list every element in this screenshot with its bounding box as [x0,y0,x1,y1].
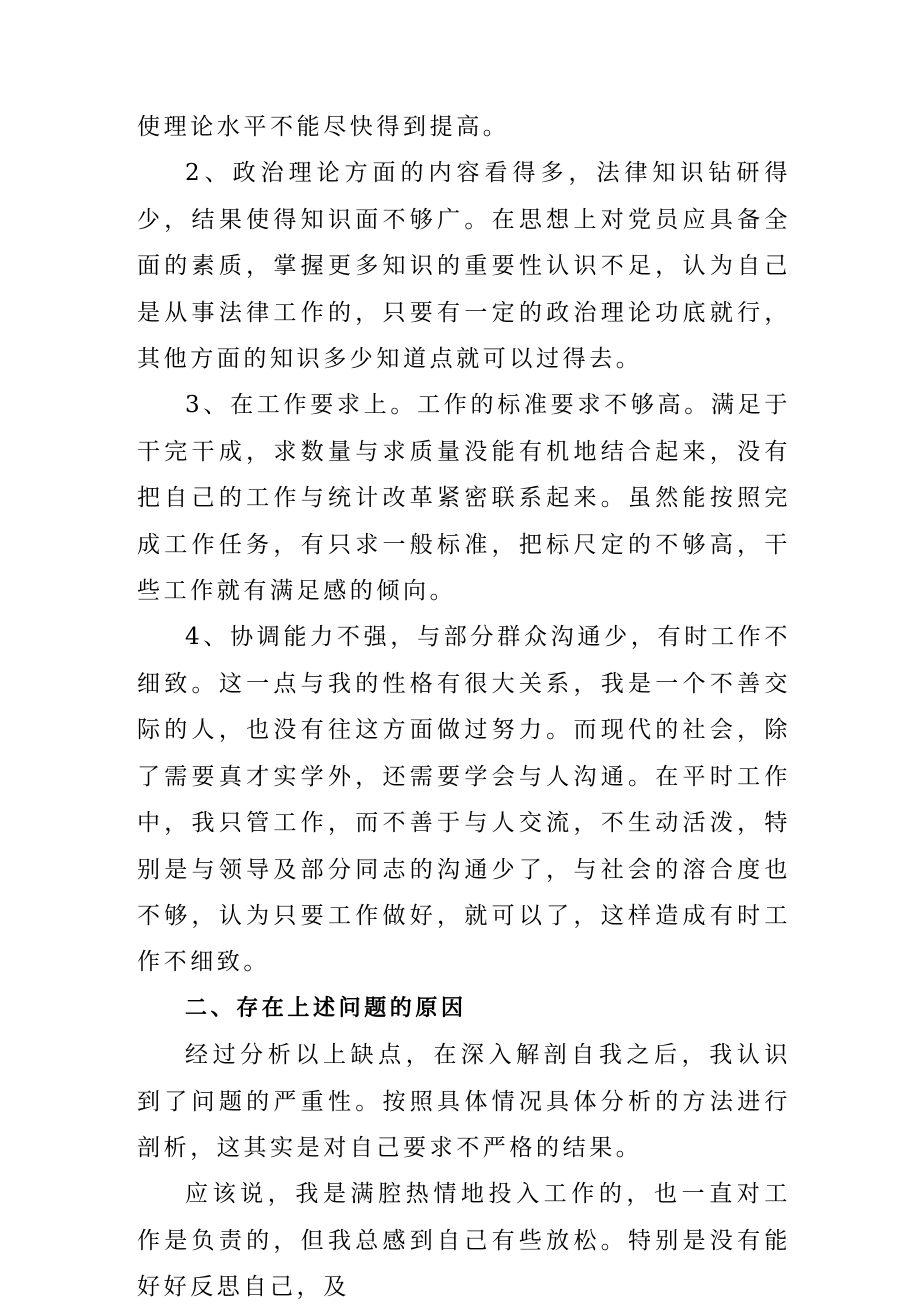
paragraph-item-4: 4、协调能力不强，与部分群众沟通少，有时工作不细致。这一点与我的性格有很大关系，我是一个不善交际的人，也没有往这方面做过努力。而现代的社会，除了需要真才实学外，还需要学会与人沟通。在平时工作中，我只管工作，而不善于与人交流，不生动活泼，特别是与领导及部分同志的沟通少了，与社会的溶合度也不够，认为只要工作做好，就可以了，这样造成有时工作不细致。 [137,624,791,976]
paragraph-item-3: 3、在工作要求上。工作的标准要求不够高。满足于干完干成，求数量与求质量没能有机地结合起来，没有把自己的工作与统计改革紧密联系起来。虽然能按照完成工作任务，有只求一般标准，把标尺定的不够高，干些工作就有满足感的倾向。 [137,392,791,605]
document-page [137,104,791,1311]
section-heading: 二、存在上述问题的原因 [185,995,467,1021]
paragraph-analysis: 经过分析以上缺点，在深入解剖自我之后，我认识到了问题的严重性。按照具体情况具体分析的方法进行剖析，这其实是对自己要求不严格的结果。 [137,1042,791,1161]
paragraph-continued: 使理论水平不能尽快得到提高。 [137,114,510,140]
paragraph-item-2: 2、政治理论方面的内容看得多，法律知识钻研得少，结果使得知识面不够广。在思想上对党员应具备全面的素质，掌握更多知识的重要性认识不足，认为自己是从事法律工作的，只要有一定的政治理论功底就行，其他方面的知识多少知道点就可以过得去。 [137,160,791,373]
paragraph-reflection: 应该说，我是满腔热情地投入工作的，也一直对工作是负责的，但我总感到自己有些放松。特别是没有能好好反思自己，及 [137,1181,791,1301]
